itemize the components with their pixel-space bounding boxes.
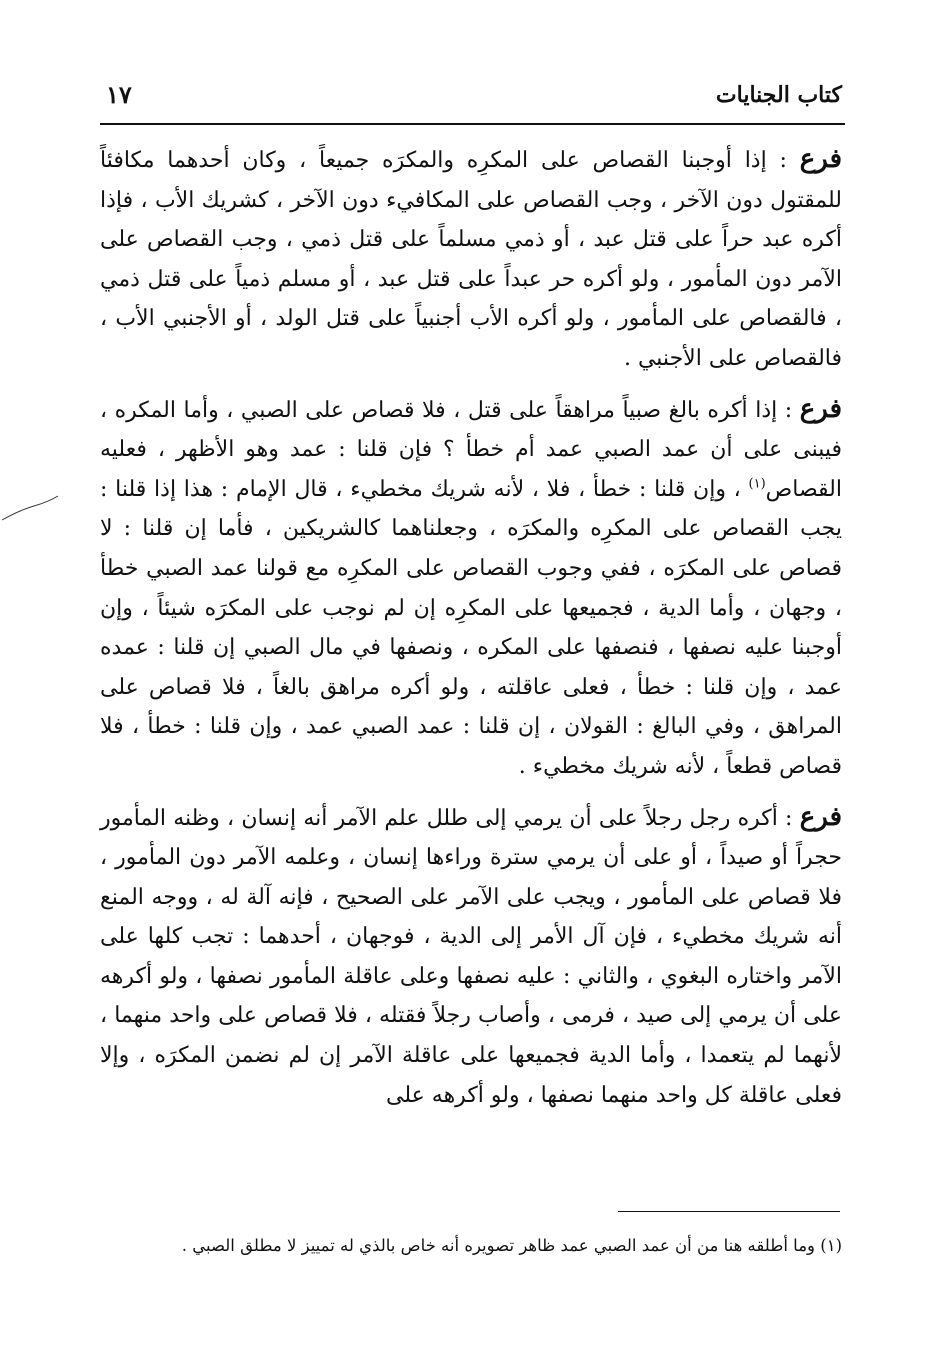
footnote-separator (618, 1211, 840, 1212)
paragraph-label: فرع (799, 393, 842, 424)
main-text (100, 140, 842, 1126)
footnote-marker: (١) (820, 1236, 842, 1255)
running-title: كتاب الجنايات (715, 82, 842, 108)
paragraph-2 (100, 390, 842, 787)
footnote-reference[interactable]: (١) (748, 476, 766, 492)
paragraph-3 (100, 798, 842, 1116)
paragraph-label: فرع (799, 144, 842, 174)
paragraph-1 (100, 140, 842, 379)
page-header (100, 78, 842, 122)
paragraph-text: : إذا أكره بالغ صبياً مراهقاً على قتل ، فلا قصاص على الصبي ، وأما المكره ، فيبنى على أن عمد الصبي عمد أم خطأ ؟ فإن قلنا : عمد وهو الأظهر ، فعليه القصاص (100, 397, 842, 502)
paragraph-text: : إذا أوجبنا القصاص على المكرِه والمكرَه جميعاً ، وكان أحدهما مكافئاً للمقتول دون الآخر ، وجب القصاص على المكافيء دون الآخر ، كشريك الأب ، فإذا أكره عبد حراً على قتل عبد ، أو ذمي مسلماً على قتل ذمي ، وجب القصاص على الآمر دون المأمور ، ولو أكره حر عبداً على قتل عبد ، أو مسلم ذمياً على قتل ذمي ، فالقصاص على المأمور ، ولو أكره الأب أجنبياً على قتل الولد ، أو الأجنبي الأب ، فالقصاص على الأجنبي . (100, 148, 842, 371)
paragraph-label: فرع (799, 801, 842, 832)
paragraph-text-continued: ، وإن قلنا : خطأ ، فلا ، لأنه شريك مخطيء ، قال الإمام : هذا إذا قلنا : يجب القصاص على المكرِه والمكرَه ، وجعلناهما كالشريكين ، فأما إن قلنا : لا قصاص على المكرَه ، ففي وجوب القصاص على المكرِه مع قولنا عمد الصبي خطأ ، وجهان ، وأما الدية ، فجميعها على المكرِه إن لم نوجب على المكرَه شيئاً ، وإن أوجبنا عليه نصفها ، فنصفها على المكره ، ونصفها في مال الصبي إن قلنا : عمده عمد ، وإن قلنا : خطأ ، فعلى عاقلته ، ولو أكره مراهق بالغاً ، فلا قصاص على المراهق ، وفي البالغ : القولان ، إن قلنا : عمد الصبي عمد ، وإن قلنا : خطأ ، فلا قصاص قطعاً ، لأنه شريك مخطيء . (100, 476, 842, 779)
margin-pen-mark (0, 488, 60, 528)
paragraph-text: : أكره رجل رجلاً على أن يرمي إلى طلل علم الآمر أنه إنسان ، وظنه المأمور حجراً أو صيداً ، أو على أن يرمي سترة وراءها إنسان ، وعلمه الآمر دون المأمور ، فلا قصاص على المأمور ، ويجب على الآمر على الصحيح ، فإنه آلة له ، ووجه المنع أنه شريك مخطيء ، فإن آل الأمر إلى الدية ، فوجهان ، أحدهما : تجب كلها على الآمر واختاره البغوي ، والثاني : عليه نصفها وعلى عاقلة المأمور نصفها ، ولو أكرهه على أن يرمي إلى صيد ، فرمى ، وأصاب رجلاً فقتله ، فلا قصاص على واحد منهما ، لأنهما لم يتعمدا ، وأما الدية فجميعها على عاقلة الآمر إن لم نضمن المكرَه ، وإلا فعلى عاقلة كل واحد منهما نصفها ، ولو أكرهه على (100, 805, 842, 1108)
footnote-text: وما أطلقه هنا من أن عمد الصبي عمد ظاهر تصويره أنه خاص بالذي له تمييز لا مطلق الصبي . (181, 1236, 821, 1255)
page-number: ١٧ (106, 80, 132, 109)
header-rule (100, 123, 845, 125)
footnote (100, 1232, 842, 1260)
